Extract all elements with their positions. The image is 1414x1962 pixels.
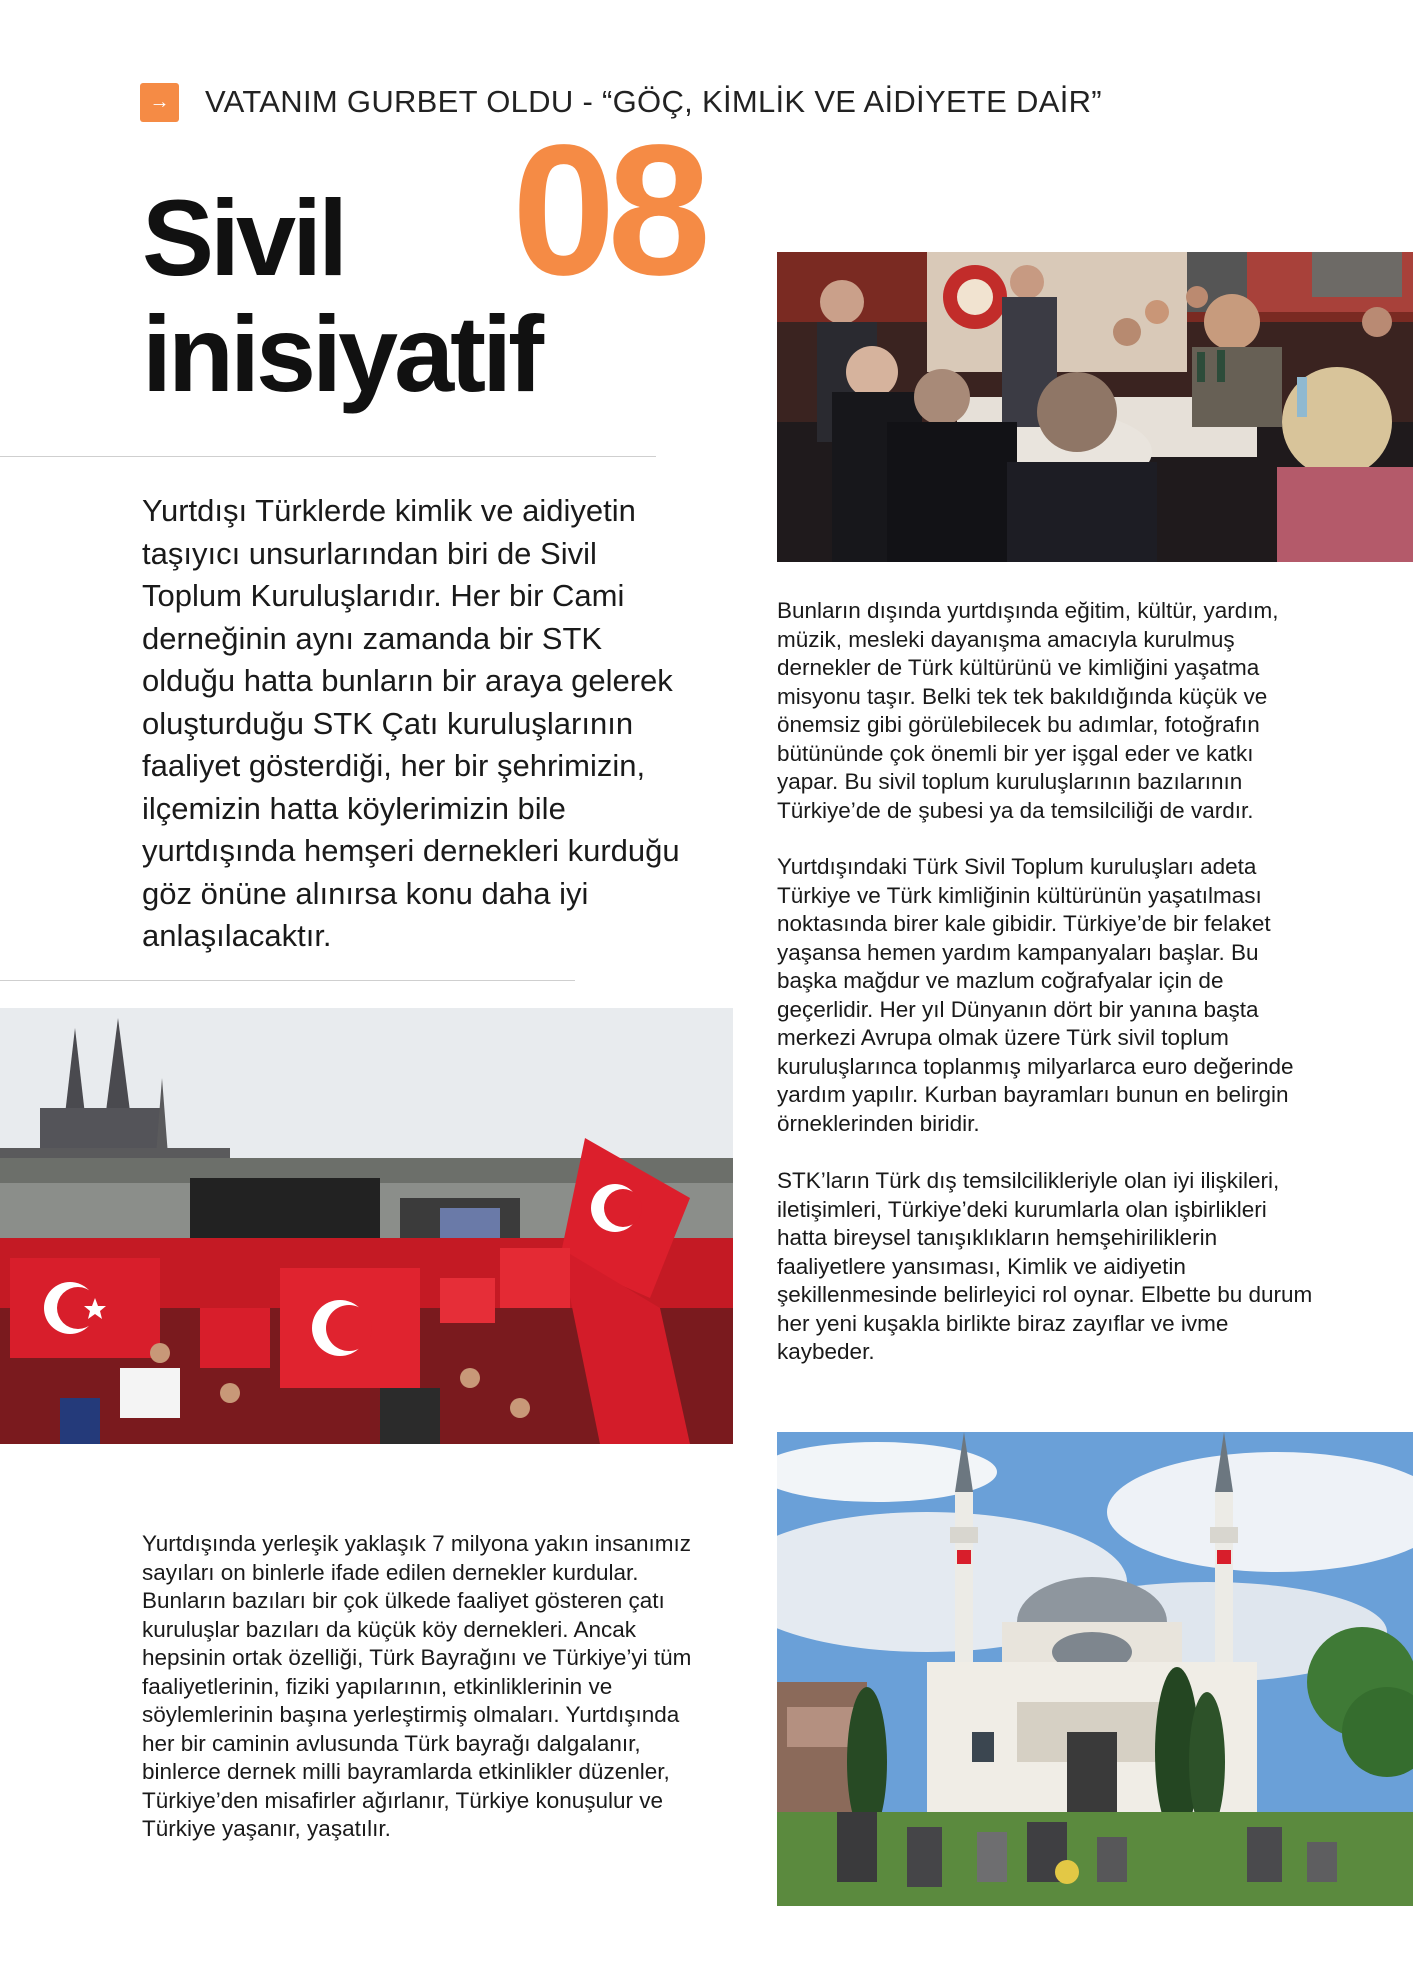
paragraph-left: Yurtdışında yerleşik yaklaşık 7 milyona yakın insanımız sayıları on binlerle ifade edilen dernekler kurdular. Bunların bazıları bir çok ülkede faaliyet gösteren çatı kuruluşlar bazıları da küçük köy dernekleri. Ancak hepsinin ortak özelliği, Türk Bayrağını ve Türkiye’yi tüm faaliyetlerinin, fiziki yapılarının, etkinliklerinin ve söylemlerinin başına yerleştirmiş olmaları. Yurtdışında her bir caminin avlusunda Türk bayrağı dalgalanır, binlerce dernek milli bayramlarda etkinlikler düzenler, Türkiye’den misafirler ağırlanır, Türkiye konuşulur ve Türkiye yaşanır, yaşatılır.: [142, 1531, 692, 1841]
intro-paragraph: Yurtdışı Türklerde kimlik ve aidiyetin taşıyıcı unsurlarından biri de Sivil Toplum Kuruluşlarıdır. Her bir Cami derneğinin aynı zamanda bir STK olduğu hatta bunların bir araya gelerek oluşturduğu STK Çatı kuruluşlarının faaliyet gösterdiği, her bir şehrimizin, ilçemizin hatta köylerimizin bile yurtdışında hemşeri dernekleri kurduğu göz önüne alınırsa konu daha iyi anlaşılacaktır.: [142, 493, 680, 953]
flag-rally-photo: [0, 1008, 733, 1444]
arrow-right-icon: →: [140, 83, 179, 122]
divider: [0, 980, 575, 981]
paragraph-right-1: Bunların dışında yurtdışında eğitim, kültür, yardım, müzik, mesleki dayanışma amacıyla kurulmuş dernekler de Türk kültürünü ve kimliğini yaşatma misyonu taşır. Belki tek tek bakıldığında küçük ve önemsiz gibi görülebilecek bu adımlar, fotoğrafın bütününde çok önemli bir yer işgal eder ve katkı yapar. Bu sivil toplum kuruluşlarının bazılarının Türkiye’de de şubesi ya da temsilciliği de vardır.: [777, 598, 1279, 823]
meeting-photo: [777, 252, 1413, 562]
title-line-2: inisiyatif: [142, 293, 541, 414]
mosque-photo: [777, 1432, 1413, 1906]
paragraph-right-2: Yurtdışındaki Türk Sivil Toplum kuruluşları adeta Türkiye ve Türk kimliğinin kültürünün yaşatılması noktasında birer kale gibidir. Türkiye’de bir felaket yaşansa hemen yardım kampanyaları başlar. Bu başka mağdur ve mazlum coğrafyalar için de geçerlidir. Her yıl Dünyanın dört bir yanına başta merkezi Avrupa olmak üzere Türk sivil toplum kuruluşlarınca toplanmış milyarlarca euro değerinde yardım yapılır. Kurban bayramları bunun en belirgin örneklerinden biridir.: [777, 854, 1294, 1136]
section-title: [142, 177, 541, 414]
paragraph-right-3: STK’ların Türk dış temsilcilikleriyle olan iyi ilişkileri, iletişimleri, Türkiye’deki kurumlarla olan işbirlikleri hatta bireysel tanışıklıkların hemşehiriliklerin faaliyetlere yansıması, Kimlik ve aidiyetin şekillenmesinde belirleyici rol oynar. Elbette bu durum her yeni kuşakla birlikte biraz zayıflar ve ivme kaybeder.: [777, 1168, 1313, 1364]
running-header: VATANIM GURBET OLDU - “GÖÇ, KİMLİK VE AİDİYETE DAİR”: [205, 84, 1102, 119]
divider: [0, 456, 656, 457]
section-number: 08: [512, 107, 703, 314]
title-line-1: Sivil: [142, 177, 345, 298]
